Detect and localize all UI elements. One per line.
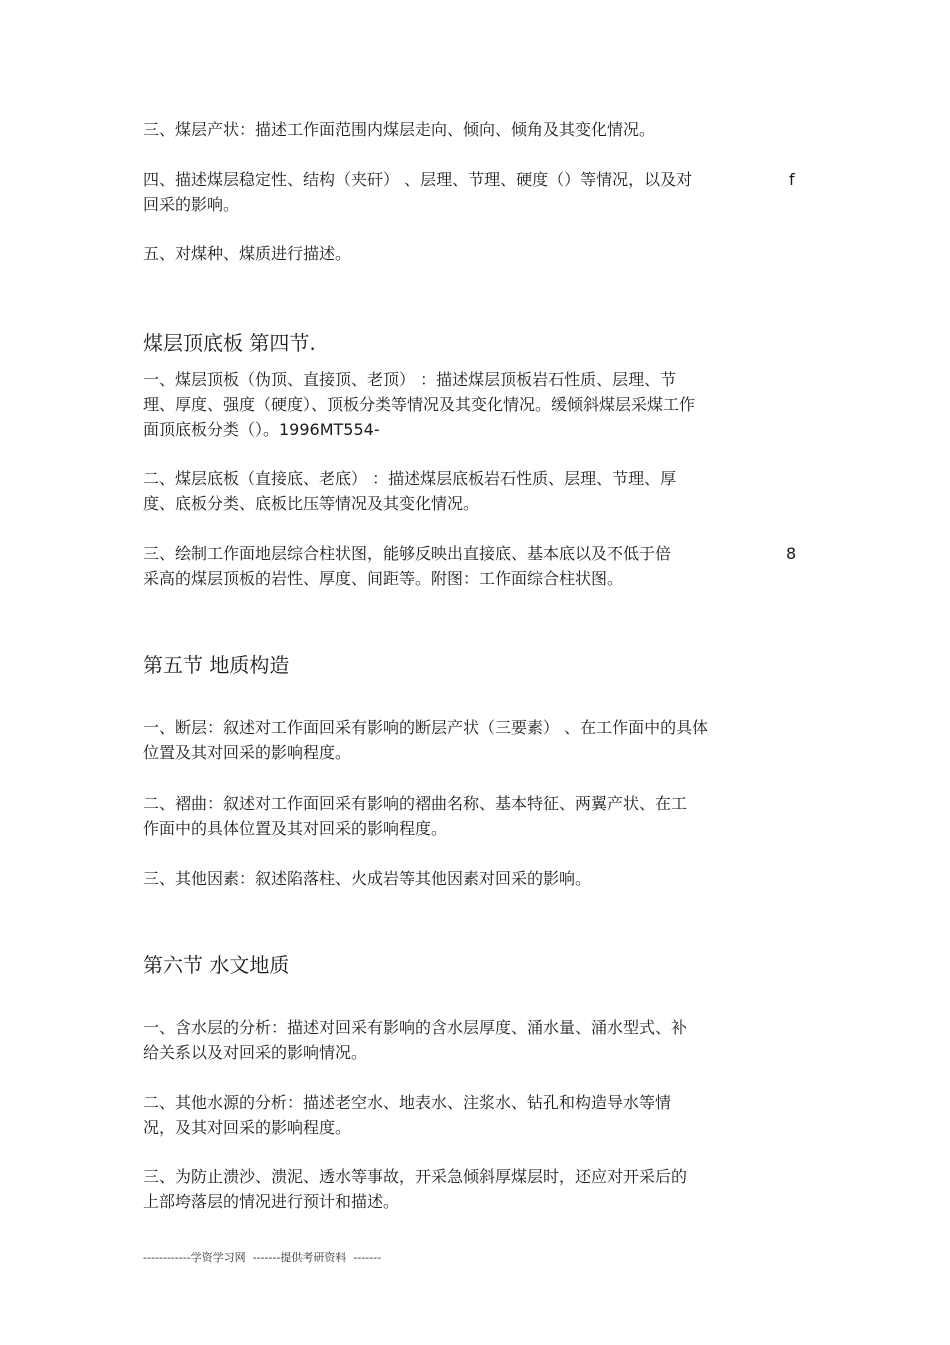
paragraph-sand-mud-line2: 上部垮落层的情况进行预计和描述。 [143, 1192, 400, 1211]
section-heading-hydrogeology: 第六节 水文地质 [143, 953, 290, 977]
paragraph-coal-quality: 五、对煤种、煤质进行描述。 [143, 244, 352, 263]
section-heading-roof-floor: 煤层顶底板 第四节. [143, 331, 316, 355]
paragraph-floor-line1: 二、煤层底板（直接底、老底） ：描述煤层底板岩石性质、层理、节理、厚 [143, 469, 677, 488]
section-heading-geologic-structure: 第五节 地质构造 [143, 653, 290, 677]
paragraph-other-water-line2: 况，及其对回采的影响程度。 [143, 1118, 352, 1137]
paragraph-coal-seam-attitude: 三、煤层产状：描述工作面范围内煤层走向、倾向、倾角及其变化情况。 [143, 120, 656, 139]
paragraph-fault-line2: 位置及其对回采的影响程度。 [143, 743, 352, 762]
page-footer: ------------学资学习网 -------提供考研资料 ------- [143, 1251, 382, 1264]
paragraph-sand-mud-line1: 三、为防止溃沙、溃泥、透水等事故，开采急倾斜厚煤层时，还应对开采后的 [143, 1167, 688, 1186]
paragraph-coal-seam-stability-line2: 回采的影响。 [143, 195, 240, 214]
paragraph-column-chart-line1: 三、绘制工作面地层综合柱状图，能够反映出直接底、基本底以及不低于倍 [143, 544, 672, 563]
paragraph-roof-line3: 面顶底板分类（）。1996MT554- [143, 420, 380, 439]
paragraph-fold-line2: 作面中的具体位置及其对回采的影响程度。 [143, 819, 448, 838]
paragraph-other-water-line1: 二、其他水源的分析：描述老空水、地表水、注浆水、钻孔和构造导水等情 [143, 1093, 672, 1112]
paragraph-aquifer-line2: 给关系以及对回采的影响情况。 [143, 1043, 368, 1062]
paragraph-aquifer-line1: 一、含水层的分析：描述对回采有影响的含水层厚度、涌水量、涌水型式、补 [143, 1018, 688, 1037]
paragraph-roof-line2: 理、厚度、强度（硬度）、顶板分类等情况及其变化情况。缓倾斜煤层采煤工作 [143, 395, 696, 414]
paragraph-other-factors: 三、其他因素：叙述陷落柱、火成岩等其他因素对回采的影响。 [143, 869, 592, 888]
paragraph-floor-line2: 度、底板分类、底板比压等情况及其变化情况。 [143, 494, 480, 513]
paragraph-column-chart-line2: 采高的煤层顶板的岩性、厚度、间距等。附图：工作面综合柱状图。 [143, 569, 624, 588]
paragraph-coal-seam-stability-line1: 四、描述煤层稳定性、结构（夹矸） 、层理、节理、硬度（）等情况，以及对 [143, 170, 693, 189]
paragraph-fault-line1: 一、断层：叙述对工作面回采有影响的断层产状（三要素） 、在工作面中的具体 [143, 718, 709, 737]
stray-character: f [789, 170, 795, 189]
stray-number: 8 [786, 544, 797, 563]
paragraph-fold-line1: 二、褶曲：叙述对工作面回采有影响的褶曲名称、基本特征、两翼产状、在工 [143, 794, 688, 813]
paragraph-roof-line1: 一、煤层顶板（伪顶、直接顶、老顶） ：描述煤层顶板岩石性质、层理、节 [143, 370, 677, 389]
